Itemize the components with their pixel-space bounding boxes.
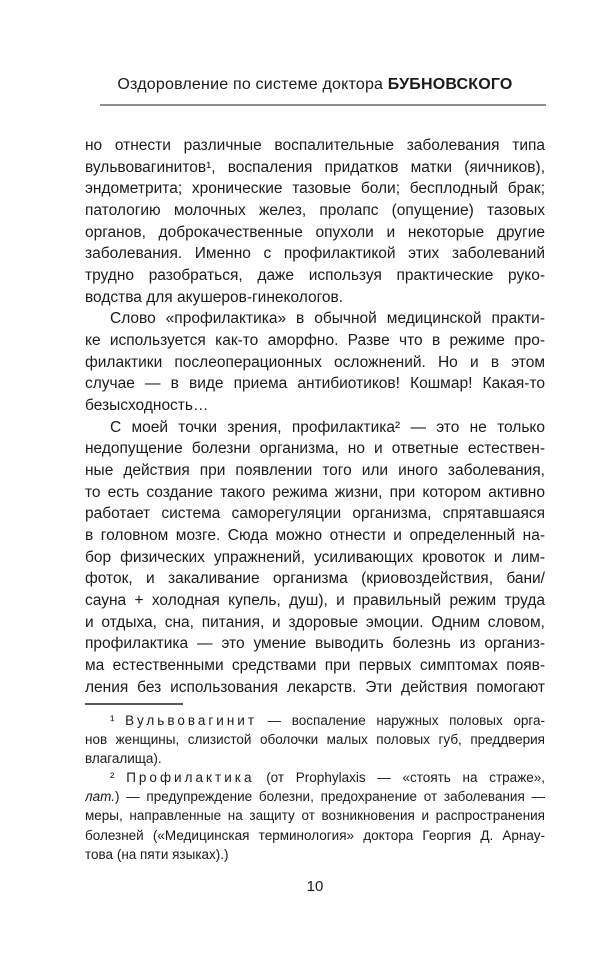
footnote xyxy=(85,711,545,768)
text-line: безысходность… xyxy=(85,397,209,415)
footnote xyxy=(85,768,545,863)
text-line: ке используется как-то аморфно. Разве что в режиме про- xyxy=(85,332,545,350)
text-line: Слово «профилактика» в обычной медицинской практи- xyxy=(110,310,545,328)
running-header xyxy=(85,76,545,94)
footnotes xyxy=(85,711,545,864)
text-line: водства для акушеров-гинекологов. xyxy=(85,288,344,306)
paragraph xyxy=(85,135,545,308)
running-header-title xyxy=(117,76,512,93)
text-line: эндометрита; хронические тазовые боли; бесплодный брак; xyxy=(85,180,545,198)
text-line: работает система саморегуляции организма, спрятавшаяся xyxy=(85,505,545,523)
paragraph xyxy=(85,308,545,416)
paragraph xyxy=(85,417,545,699)
footnote-rule xyxy=(85,703,183,705)
text-line: меры, направленные на защиту от возникновения и распространения xyxy=(85,808,545,824)
text-line: фоток, и закаливание организма (криовоздействия, бани/ xyxy=(85,570,545,588)
text-line: и отдыха, сна, питания, и здоровые эмоции. Одним словом, xyxy=(85,613,545,631)
text-line: лат.) — предупреждение болезни, предохранение от заболевания — xyxy=(85,789,545,805)
text-line: болезней («Медицинская терминология» доктора Георгия Д. Арнау- xyxy=(85,827,545,843)
content-column xyxy=(85,135,545,864)
body-text xyxy=(85,135,545,698)
text-line: ления без использования лекарств. Эти действия помогают xyxy=(85,678,545,696)
text-line: то есть создание такого режима жизни, при котором активно xyxy=(85,483,545,501)
text-line: ¹ Вульвовагинит — воспаление наружных половых орга- xyxy=(110,712,545,728)
text-line: С моей точки зрения, профилактика² — это не только xyxy=(110,418,545,436)
text-line: органов, доброкачественные опухоли и некоторые другие xyxy=(85,223,545,241)
text-line: случае — в виде приема антибиотиков! Кошмар! Какая-то xyxy=(85,375,545,393)
text-line: патологию молочных желез, пролапс (опущение) тазовых xyxy=(85,202,545,220)
running-header-title-regular: Оздоровление по системе доктора xyxy=(117,76,388,93)
text-line: нов женщины, слизистой оболочки малых половых губ, преддверия xyxy=(85,732,545,748)
text-line: ные действия при появлении того или иного заболевания, xyxy=(85,462,545,480)
text-line: вульвовагинитов¹, воспаления придатков матки (яичников), xyxy=(85,158,545,176)
page-number: 10 xyxy=(306,878,324,895)
text-line: влагалища). xyxy=(85,751,162,767)
text-line: ма естественными средствами при первых симптомах появ- xyxy=(85,657,545,675)
text-line: ² Профилактика (от Prophylaxis — «стоять на страже», xyxy=(110,770,545,786)
text-line: но отнести различные воспалительные заболевания типа xyxy=(85,137,545,154)
text-line: трудно разобраться, даже используя практические руко- xyxy=(85,267,545,285)
text-line: недопущение болезни организма, но и ответные естествен- xyxy=(85,440,545,458)
text-line: сауна + холодная купель, душ), и правильный режим труда xyxy=(85,592,545,610)
text-line: бор физических упражнений, усиливающих кровоток и лим- xyxy=(85,548,545,566)
text-line: заболевания. Именно с профилактикой этих заболеваний xyxy=(85,245,545,263)
text-line: профилактика — это умение выводить болезнь из организ- xyxy=(85,635,545,653)
header-rule xyxy=(100,104,546,106)
text-line: в головном мозге. Сюда можно отнести и определенный на- xyxy=(85,527,545,545)
running-header-title-bold: БУБНОВСКОГО xyxy=(387,76,513,93)
text-line: това (на пяти языках).) xyxy=(85,846,229,862)
text-line: филактики послеоперационных осложнений. Но и в этом xyxy=(85,353,545,371)
